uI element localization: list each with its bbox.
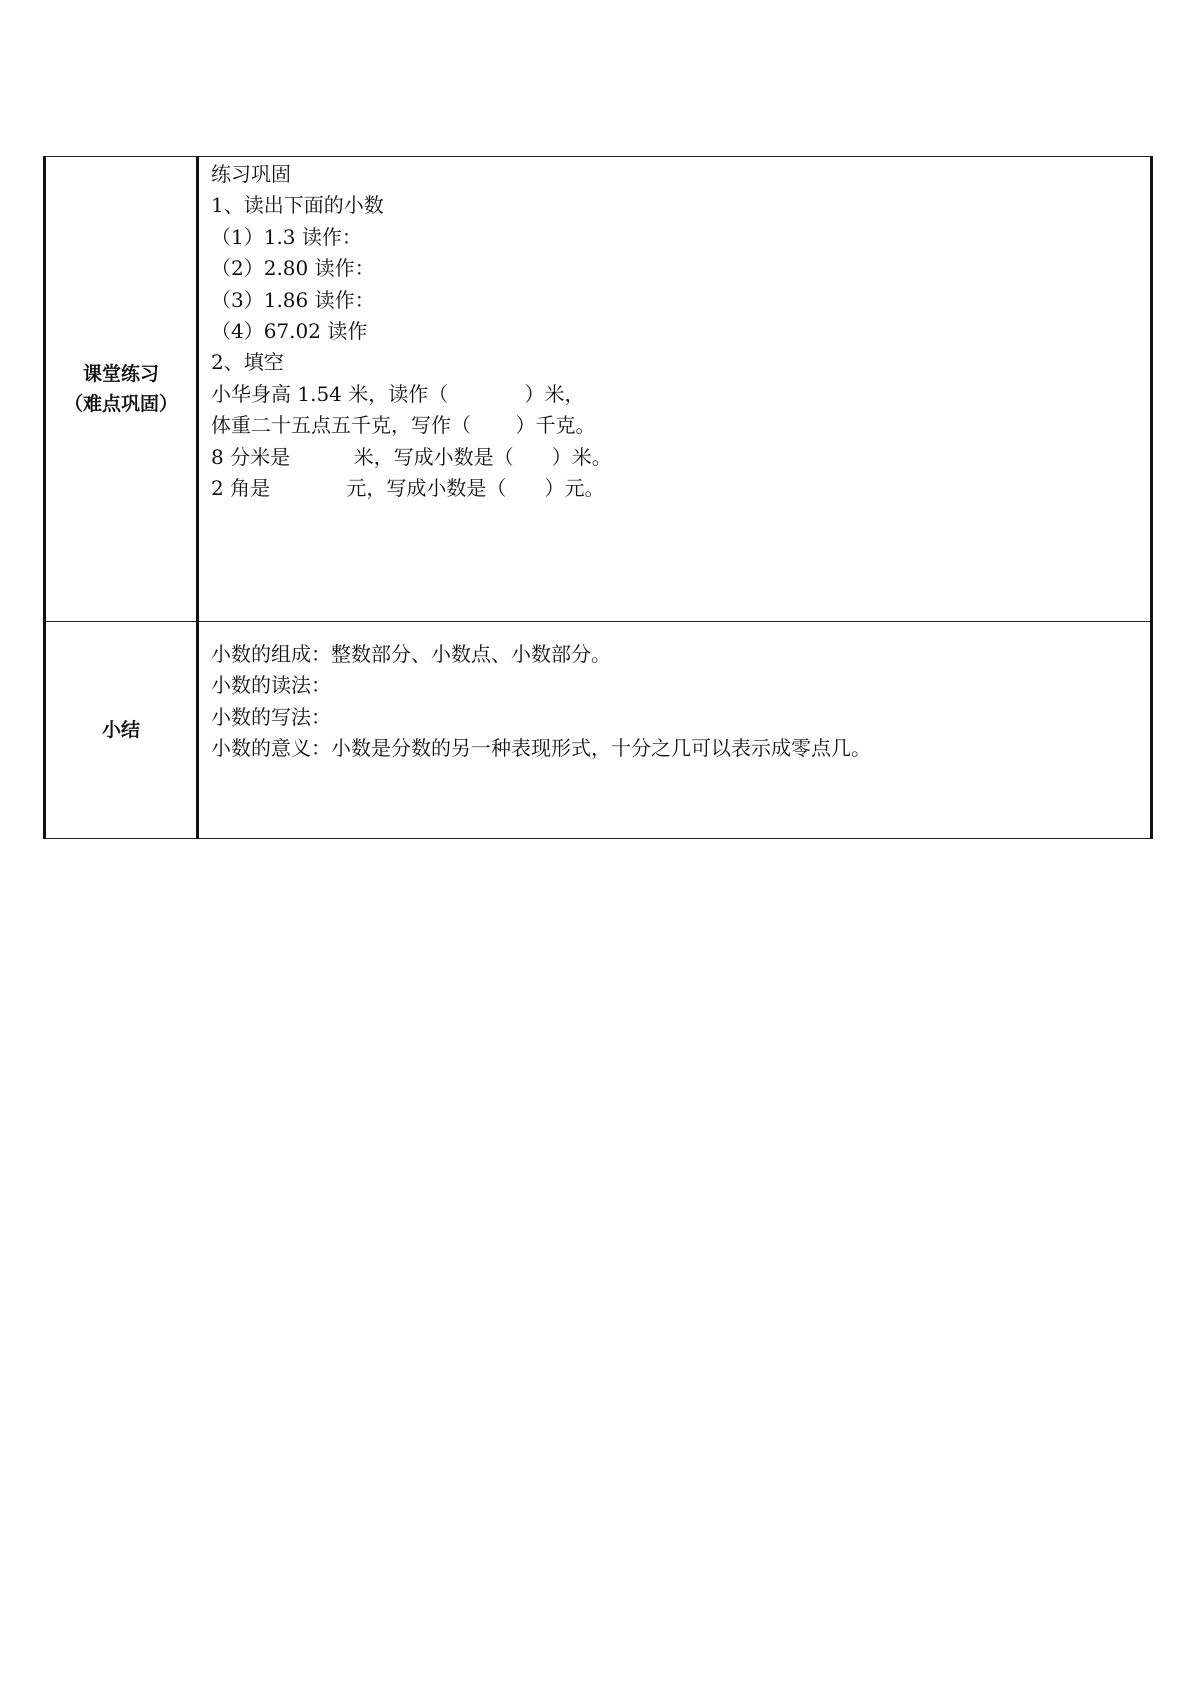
- summary-label: 小结: [101, 719, 140, 741]
- summary-line-composition: 小数的组成：整数部分、小数点、小数部分。: [211, 642, 611, 666]
- summary-row: [45, 622, 1152, 839]
- question-2-item-3: 8 分米是 米，写成小数是（ ）米。: [211, 444, 612, 469]
- practice-content-cell: [198, 157, 1152, 622]
- summary-line-writing: 小数的写法：: [211, 704, 331, 729]
- question-2-item-4: 2 角是 元，写成小数是（ ）元。: [211, 476, 605, 501]
- practice-row: [45, 157, 1152, 622]
- question-2-item-1: 小华身高 1.54 米，读作（ ）米，: [211, 381, 585, 406]
- summary-line-reading: 小数的读法：: [211, 673, 331, 698]
- question-1-item-4: （4）67.02 读作: [211, 319, 368, 344]
- question-1-item-2: （2）2.80 读作：: [211, 256, 375, 281]
- question-2-heading: 2、填空: [211, 350, 284, 375]
- practice-label-title: 课堂练习: [82, 363, 159, 385]
- summary-line-meaning: 小数的意义：小数是分数的另一种表现形式，十分之几可以表示成零点几。: [211, 736, 871, 761]
- lesson-plan-table: [43, 156, 1153, 839]
- question-1-item-1: （1）1.3 读作：: [211, 224, 362, 249]
- question-1-item-3: （3）1.86 读作：: [211, 287, 375, 312]
- practice-heading: 练习巩固: [211, 162, 291, 186]
- practice-label-subtitle: （难点巩固）: [63, 393, 178, 415]
- question-1-heading: 1、读出下面的小数: [211, 193, 384, 218]
- practice-label-cell: [45, 157, 198, 622]
- question-2-item-2: 体重二十五点五千克，写作（ ）千克。: [211, 413, 596, 438]
- summary-label-cell: [45, 622, 198, 839]
- summary-content-cell: [198, 622, 1152, 839]
